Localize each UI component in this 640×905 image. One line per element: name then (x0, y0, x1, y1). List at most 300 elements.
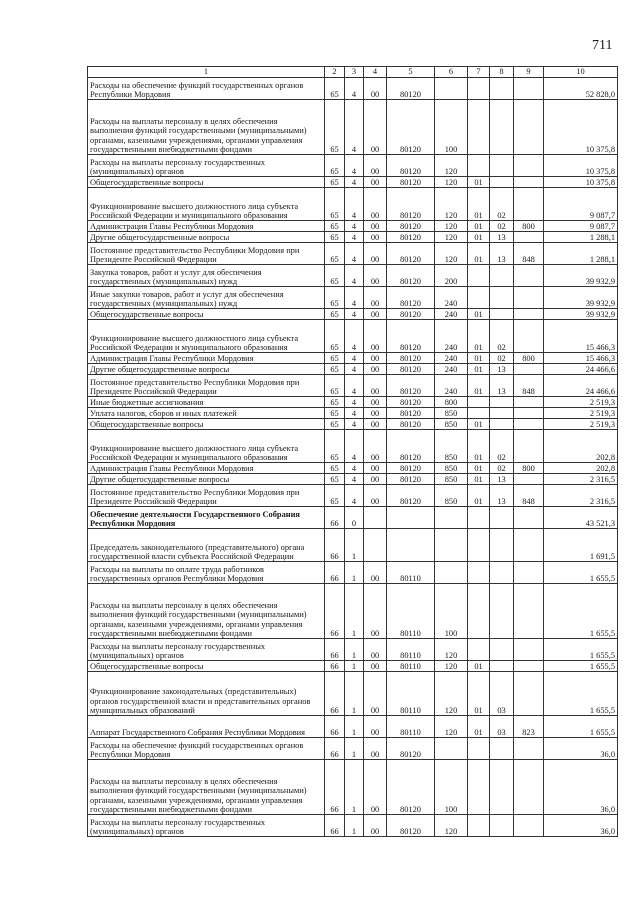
cell-expense-type: 120 (435, 639, 468, 661)
cell-section (468, 507, 490, 529)
cell-name: Администрация Главы Республики Мордовия (88, 221, 325, 232)
cell-subsection (490, 507, 514, 529)
cell-amount: 1 288,1 (544, 243, 618, 265)
cell-section: 01 (468, 485, 490, 507)
cell-amount: 15 466,3 (544, 320, 618, 353)
cell-expense-type: 850 (435, 474, 468, 485)
cell-section: 01 (468, 221, 490, 232)
cell-code-3: 4 (345, 364, 364, 375)
cell-amount: 9 087,7 (544, 188, 618, 221)
cell-code-4: 00 (364, 661, 387, 672)
cell-ministry-code (514, 188, 544, 221)
header-cell: 10 (544, 67, 618, 78)
header-cell: 4 (364, 67, 387, 78)
cell-expense-type: 120 (435, 188, 468, 221)
cell-expense-type: 850 (435, 408, 468, 419)
cell-target-article: 80120 (387, 243, 435, 265)
cell-ministry-code (514, 232, 544, 243)
cell-code-4: 00 (364, 485, 387, 507)
cell-target-article: 80120 (387, 353, 435, 364)
cell-code-4: 00 (364, 364, 387, 375)
cell-name: Общегосударственные вопросы (88, 309, 325, 320)
cell-subsection: 02 (490, 221, 514, 232)
cell-code-3: 1 (345, 661, 364, 672)
cell-code-4: 00 (364, 584, 387, 639)
cell-target-article: 80120 (387, 287, 435, 309)
table-row (88, 639, 618, 661)
cell-target-article: 80120 (387, 485, 435, 507)
cell-code-4: 00 (364, 639, 387, 661)
cell-subsection (490, 78, 514, 100)
cell-section (468, 155, 490, 177)
cell-subsection: 02 (490, 320, 514, 353)
cell-ministry-code (514, 661, 544, 672)
cell-expense-type: 120 (435, 672, 468, 716)
table-row (88, 562, 618, 584)
cell-ministry-code: 848 (514, 485, 544, 507)
cell-name: Обеспечение деятельности Государственного Собрания Республики Мордовия (88, 507, 325, 529)
table-row (88, 78, 618, 100)
cell-code-4: 00 (364, 419, 387, 430)
cell-amount: 202,8 (544, 430, 618, 463)
cell-name: Другие общегосударственные вопросы (88, 232, 325, 243)
cell-code-3: 4 (345, 353, 364, 364)
cell-code-2: 65 (325, 474, 345, 485)
cell-amount: 1 288,1 (544, 232, 618, 243)
cell-ministry-code (514, 815, 544, 837)
cell-expense-type: 100 (435, 584, 468, 639)
cell-section (468, 639, 490, 661)
table-row (88, 815, 618, 837)
cell-expense-type: 850 (435, 430, 468, 463)
cell-code-3: 1 (345, 716, 364, 738)
cell-amount: 202,8 (544, 463, 618, 474)
cell-code-3: 4 (345, 287, 364, 309)
cell-code-4: 00 (364, 100, 387, 155)
cell-subsection: 13 (490, 243, 514, 265)
cell-subsection (490, 661, 514, 672)
cell-target-article: 80110 (387, 584, 435, 639)
cell-section (468, 584, 490, 639)
cell-ministry-code: 800 (514, 353, 544, 364)
cell-code-3: 4 (345, 243, 364, 265)
table-row (88, 760, 618, 815)
cell-amount: 39 932,9 (544, 287, 618, 309)
cell-section (468, 760, 490, 815)
cell-section: 01 (468, 188, 490, 221)
cell-expense-type: 850 (435, 463, 468, 474)
cell-subsection: 02 (490, 463, 514, 474)
cell-subsection (490, 562, 514, 584)
cell-name: Расходы на выплаты персоналу государственных (муниципальных) органов (88, 815, 325, 837)
cell-amount: 43 521,3 (544, 507, 618, 529)
cell-code-3: 4 (345, 232, 364, 243)
cell-target-article: 80120 (387, 738, 435, 760)
cell-ministry-code (514, 639, 544, 661)
cell-code-2: 65 (325, 463, 345, 474)
cell-code-2: 65 (325, 232, 345, 243)
cell-amount: 39 932,9 (544, 265, 618, 287)
cell-name: Функционирование законодательных (представительных) органов государственной власти и представительных органов муниципальных образований (88, 672, 325, 716)
cell-code-2: 66 (325, 562, 345, 584)
cell-code-3: 1 (345, 639, 364, 661)
cell-amount: 52 828,0 (544, 78, 618, 100)
cell-section: 01 (468, 309, 490, 320)
cell-ministry-code (514, 408, 544, 419)
cell-code-3: 0 (345, 507, 364, 529)
cell-subsection (490, 177, 514, 188)
cell-subsection (490, 155, 514, 177)
cell-code-3: 1 (345, 738, 364, 760)
cell-section: 01 (468, 320, 490, 353)
table-row (88, 177, 618, 188)
cell-ministry-code: 848 (514, 243, 544, 265)
table-row (88, 672, 618, 716)
cell-ministry-code (514, 529, 544, 562)
cell-code-3: 4 (345, 397, 364, 408)
table-row (88, 738, 618, 760)
cell-name: Аппарат Государственного Собрания Республики Мордовия (88, 716, 325, 738)
cell-target-article: 80120 (387, 397, 435, 408)
cell-name: Расходы на выплаты персоналу государственных (муниципальных) органов (88, 155, 325, 177)
cell-target-article: 80120 (387, 221, 435, 232)
cell-code-4: 00 (364, 760, 387, 815)
cell-subsection (490, 584, 514, 639)
header-cell: 7 (468, 67, 490, 78)
cell-ministry-code (514, 419, 544, 430)
cell-code-2: 65 (325, 419, 345, 430)
cell-ministry-code (514, 672, 544, 716)
cell-expense-type (435, 738, 468, 760)
table-row (88, 474, 618, 485)
cell-target-article: 80120 (387, 474, 435, 485)
cell-section: 01 (468, 232, 490, 243)
cell-amount: 36,0 (544, 815, 618, 837)
cell-ministry-code (514, 584, 544, 639)
cell-name: Расходы на обеспечение функций государственных органов Республики Мордовия (88, 78, 325, 100)
cell-code-3: 4 (345, 419, 364, 430)
cell-expense-type: 120 (435, 243, 468, 265)
cell-expense-type: 240 (435, 287, 468, 309)
cell-section: 01 (468, 716, 490, 738)
cell-code-4: 00 (364, 177, 387, 188)
cell-amount: 1 655,5 (544, 661, 618, 672)
cell-code-2: 65 (325, 375, 345, 397)
cell-code-3: 4 (345, 320, 364, 353)
cell-code-3: 1 (345, 529, 364, 562)
table-row (88, 221, 618, 232)
cell-section: 01 (468, 430, 490, 463)
cell-code-4 (364, 507, 387, 529)
cell-code-3: 1 (345, 584, 364, 639)
table-row (88, 287, 618, 309)
cell-section: 01 (468, 364, 490, 375)
cell-expense-type: 120 (435, 661, 468, 672)
cell-code-2: 66 (325, 584, 345, 639)
cell-code-3: 4 (345, 221, 364, 232)
cell-code-3: 4 (345, 100, 364, 155)
cell-name: Постоянное представительство Республики Мордовия при Президенте Российской Федерации (88, 375, 325, 397)
cell-name: Иные бюджетные ассигнования (88, 397, 325, 408)
cell-name: Расходы на выплаты персоналу в целях обеспечения выполнения функций государственными (муниципальными) органами, казенными учреждениями, органами управления государственными внебюджетными фондами (88, 100, 325, 155)
cell-code-2: 66 (325, 507, 345, 529)
table-header-row (88, 67, 618, 78)
cell-amount: 2 316,5 (544, 485, 618, 507)
cell-name: Расходы на выплаты персоналу государственных (муниципальных) органов (88, 639, 325, 661)
cell-target-article: 80120 (387, 100, 435, 155)
cell-subsection: 13 (490, 485, 514, 507)
table-row (88, 100, 618, 155)
cell-code-2: 65 (325, 397, 345, 408)
cell-ministry-code: 848 (514, 375, 544, 397)
cell-expense-type: 240 (435, 353, 468, 364)
table-row (88, 584, 618, 639)
cell-code-4: 00 (364, 221, 387, 232)
cell-code-2: 65 (325, 100, 345, 155)
cell-ministry-code (514, 738, 544, 760)
cell-subsection: 13 (490, 375, 514, 397)
cell-expense-type: 120 (435, 221, 468, 232)
cell-name: Администрация Главы Республики Мордовия (88, 463, 325, 474)
cell-code-4: 00 (364, 78, 387, 100)
cell-name: Функционирование высшего должностного лица субъекта Российской Федерации и муниципального образования (88, 320, 325, 353)
cell-amount: 10 375,8 (544, 177, 618, 188)
cell-subsection (490, 419, 514, 430)
cell-code-2: 66 (325, 760, 345, 815)
cell-section: 01 (468, 463, 490, 474)
cell-code-2: 66 (325, 529, 345, 562)
table-row (88, 661, 618, 672)
header-cell: 6 (435, 67, 468, 78)
cell-code-2: 65 (325, 78, 345, 100)
table-row (88, 485, 618, 507)
cell-ministry-code (514, 309, 544, 320)
table-row (88, 430, 618, 463)
cell-code-2: 65 (325, 243, 345, 265)
cell-ministry-code (514, 507, 544, 529)
cell-expense-type: 120 (435, 177, 468, 188)
cell-name: Уплата налогов, сборов и иных платежей (88, 408, 325, 419)
cell-code-4: 00 (364, 474, 387, 485)
cell-amount: 36,0 (544, 738, 618, 760)
cell-code-4: 00 (364, 287, 387, 309)
cell-code-4 (364, 529, 387, 562)
cell-target-article: 80120 (387, 78, 435, 100)
cell-code-3: 1 (345, 562, 364, 584)
cell-code-4: 00 (364, 408, 387, 419)
cell-code-3: 4 (345, 474, 364, 485)
cell-target-article: 80120 (387, 309, 435, 320)
cell-code-4: 00 (364, 716, 387, 738)
cell-expense-type: 240 (435, 375, 468, 397)
cell-name: Расходы на обеспечение функций государственных органов Республики Мордовия (88, 738, 325, 760)
cell-code-2: 66 (325, 815, 345, 837)
table-row (88, 353, 618, 364)
cell-expense-type (435, 78, 468, 100)
cell-ministry-code: 823 (514, 716, 544, 738)
cell-target-article: 80120 (387, 232, 435, 243)
cell-code-2: 65 (325, 430, 345, 463)
cell-code-3: 4 (345, 265, 364, 287)
cell-amount: 2 519,3 (544, 419, 618, 430)
cell-subsection: 13 (490, 474, 514, 485)
cell-ministry-code (514, 287, 544, 309)
cell-target-article: 80120 (387, 760, 435, 815)
cell-expense-type (435, 529, 468, 562)
table-row (88, 375, 618, 397)
cell-code-2: 66 (325, 661, 345, 672)
table-row (88, 529, 618, 562)
cell-name: Другие общегосударственные вопросы (88, 474, 325, 485)
cell-code-2: 66 (325, 672, 345, 716)
cell-target-article: 80120 (387, 419, 435, 430)
cell-target-article: 80120 (387, 463, 435, 474)
cell-ministry-code (514, 364, 544, 375)
header-cell: 9 (514, 67, 544, 78)
cell-code-3: 1 (345, 760, 364, 815)
cell-name: Расходы на выплаты персоналу в целях обеспечения выполнения функций государственными (муниципальными) органами, казенными учреждениями, органами управления государственными внебюджетными фондами (88, 584, 325, 639)
cell-code-4: 00 (364, 309, 387, 320)
cell-target-article: 80120 (387, 265, 435, 287)
cell-section: 01 (468, 177, 490, 188)
cell-code-2: 66 (325, 738, 345, 760)
cell-code-3: 4 (345, 463, 364, 474)
cell-amount: 24 466,6 (544, 375, 618, 397)
table-row (88, 507, 618, 529)
header-cell: 5 (387, 67, 435, 78)
cell-target-article: 80120 (387, 320, 435, 353)
cell-code-4: 00 (364, 562, 387, 584)
cell-target-article: 80110 (387, 672, 435, 716)
cell-expense-type: 120 (435, 716, 468, 738)
cell-code-4: 00 (364, 397, 387, 408)
cell-section: 01 (468, 353, 490, 364)
cell-expense-type: 120 (435, 815, 468, 837)
cell-code-2: 65 (325, 320, 345, 353)
cell-subsection: 13 (490, 364, 514, 375)
budget-table (87, 66, 618, 837)
table-row (88, 364, 618, 375)
cell-section: 01 (468, 661, 490, 672)
cell-name: Функционирование высшего должностного лица субъекта Российской Федерации и муниципального образования (88, 430, 325, 463)
cell-target-article: 80120 (387, 364, 435, 375)
cell-code-4: 00 (364, 815, 387, 837)
cell-code-2: 65 (325, 408, 345, 419)
cell-target-article: 80120 (387, 408, 435, 419)
cell-amount: 2 316,5 (544, 474, 618, 485)
cell-code-4: 00 (364, 672, 387, 716)
cell-subsection: 13 (490, 232, 514, 243)
cell-expense-type (435, 507, 468, 529)
cell-ministry-code (514, 430, 544, 463)
header-cell: 8 (490, 67, 514, 78)
cell-code-3: 4 (345, 375, 364, 397)
cell-subsection (490, 265, 514, 287)
cell-section (468, 397, 490, 408)
cell-code-4: 00 (364, 463, 387, 474)
cell-name: Администрация Главы Республики Мордовия (88, 353, 325, 364)
cell-amount: 1 655,5 (544, 639, 618, 661)
header-cell: 1 (88, 67, 325, 78)
cell-ministry-code (514, 100, 544, 155)
cell-subsection (490, 815, 514, 837)
table-row (88, 408, 618, 419)
cell-expense-type: 800 (435, 397, 468, 408)
cell-subsection (490, 639, 514, 661)
cell-target-article: 80110 (387, 639, 435, 661)
cell-subsection: 03 (490, 672, 514, 716)
cell-subsection (490, 529, 514, 562)
cell-ministry-code (514, 474, 544, 485)
cell-target-article: 80120 (387, 375, 435, 397)
cell-expense-type: 240 (435, 320, 468, 353)
cell-code-3: 4 (345, 78, 364, 100)
cell-code-3: 1 (345, 672, 364, 716)
cell-code-2: 65 (325, 155, 345, 177)
cell-section (468, 815, 490, 837)
cell-code-2: 65 (325, 265, 345, 287)
cell-amount: 2 519,3 (544, 408, 618, 419)
cell-section: 01 (468, 375, 490, 397)
cell-amount: 1 691,5 (544, 529, 618, 562)
cell-ministry-code (514, 78, 544, 100)
cell-ministry-code (514, 397, 544, 408)
cell-amount: 10 375,8 (544, 155, 618, 177)
cell-code-4: 00 (364, 430, 387, 463)
cell-code-4: 00 (364, 188, 387, 221)
cell-amount: 15 466,3 (544, 353, 618, 364)
cell-target-article: 80120 (387, 155, 435, 177)
cell-amount: 39 932,9 (544, 309, 618, 320)
table-row (88, 155, 618, 177)
cell-code-3: 4 (345, 485, 364, 507)
cell-code-4: 00 (364, 155, 387, 177)
cell-target-article: 80110 (387, 661, 435, 672)
cell-amount: 1 655,5 (544, 584, 618, 639)
cell-code-2: 65 (325, 177, 345, 188)
page-number: 711 (592, 38, 613, 53)
cell-section: 01 (468, 419, 490, 430)
cell-name: Постоянное представительство Республики Мордовия при Президенте Российской Федерации (88, 243, 325, 265)
cell-code-4: 00 (364, 375, 387, 397)
cell-subsection (490, 397, 514, 408)
cell-amount: 36,0 (544, 760, 618, 815)
cell-subsection (490, 309, 514, 320)
cell-section: 01 (468, 672, 490, 716)
cell-target-article (387, 507, 435, 529)
cell-ministry-code: 800 (514, 221, 544, 232)
table-row (88, 320, 618, 353)
cell-ministry-code (514, 177, 544, 188)
cell-name: Общегосударственные вопросы (88, 661, 325, 672)
cell-amount: 1 655,5 (544, 672, 618, 716)
cell-ministry-code (514, 265, 544, 287)
cell-subsection (490, 760, 514, 815)
cell-code-3: 4 (345, 188, 364, 221)
cell-code-4: 00 (364, 243, 387, 265)
cell-expense-type: 850 (435, 485, 468, 507)
cell-section (468, 100, 490, 155)
table-row (88, 232, 618, 243)
cell-subsection (490, 100, 514, 155)
cell-code-3: 4 (345, 177, 364, 188)
cell-section: 01 (468, 243, 490, 265)
cell-code-3: 1 (345, 815, 364, 837)
cell-code-4: 00 (364, 232, 387, 243)
table-row (88, 265, 618, 287)
cell-amount: 24 466,6 (544, 364, 618, 375)
cell-name: Иные закупки товаров, работ и услуг для обеспечения государственных (муниципальных) нужд (88, 287, 325, 309)
